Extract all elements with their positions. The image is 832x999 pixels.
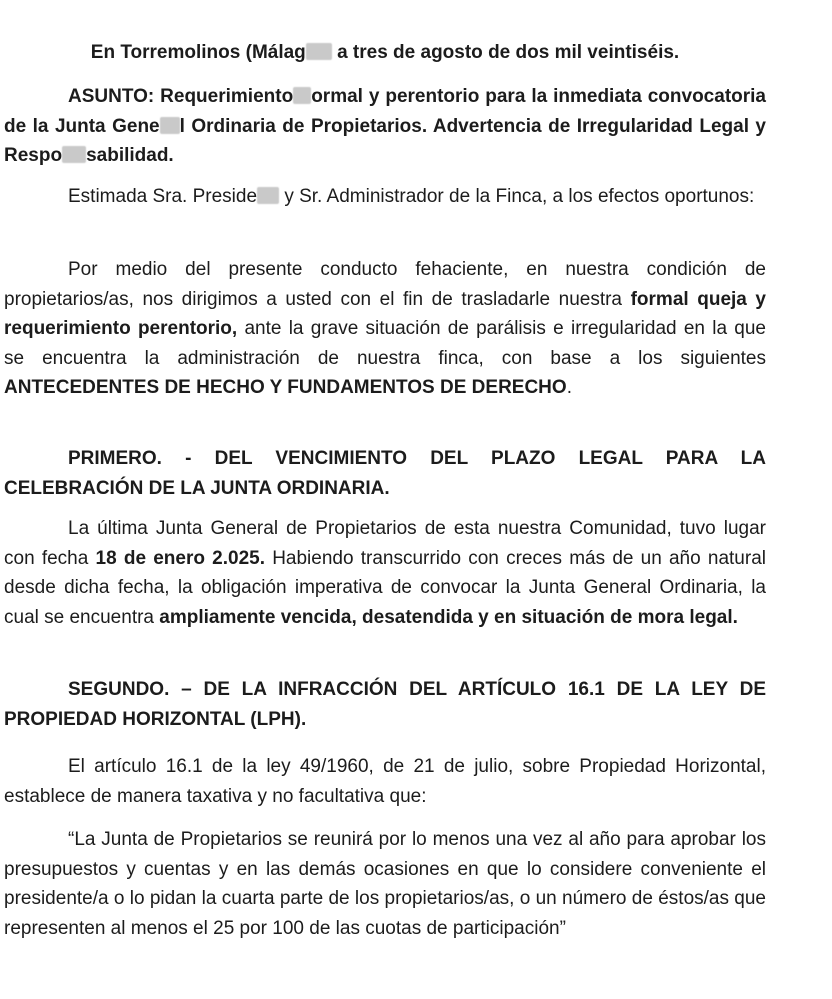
greeting-text-1: Estimada Sra. Preside bbox=[68, 186, 258, 207]
redaction-mark bbox=[306, 43, 332, 60]
legal-quote-text: “La Junta de Propietarios se reunirá por lo menos una vez al año para aprobar los presupuestos y cuentas y en las demás ocasiones en que lo considere conveniente el presidente/a o lo pidan la cuarta parte de los propietarios/as, o un número de éstos/as que representen al menos el 25 por 100 de las cuotas de participación” bbox=[4, 829, 766, 939]
segundo-body-text: El artículo 16.1 de la ley 49/1960, de 21 de julio, sobre Propiedad Horizontal, establece de manera taxativa y no facultativa que: bbox=[4, 756, 766, 807]
section-primero-heading bbox=[4, 444, 766, 503]
legal-quote bbox=[4, 825, 766, 943]
subject-paragraph bbox=[4, 82, 766, 171]
primero-text-1: La última Junta General de Propietarios de esta nuestra Comunidad, tuvo lugar con fecha bbox=[4, 518, 766, 569]
primero-bold-date: 18 de enero 2.025. bbox=[95, 547, 265, 569]
subject-text-1: Requerimiento bbox=[160, 86, 294, 107]
intro-bold-1: formal queja y requerimiento perentorio, bbox=[4, 288, 766, 339]
redaction-mark bbox=[293, 87, 311, 104]
greeting-paragraph bbox=[4, 182, 766, 212]
date-place: En Torremolinos (Málag bbox=[90, 42, 306, 63]
greeting-text-2: y Sr. Administrador de la Finca, a los efectos oportunos: bbox=[284, 186, 755, 207]
intro-paragraph bbox=[4, 255, 766, 403]
primero-bold-2: ampliamente vencida, desatendida y en situación de mora legal. bbox=[159, 606, 738, 628]
redaction-mark bbox=[257, 187, 279, 204]
date-line bbox=[4, 38, 766, 68]
redaction-mark bbox=[62, 146, 86, 163]
subject-text-3: l Ordinaria de Propietarios. Advertencia de Irregularidad Legal y Respo bbox=[4, 115, 767, 166]
section-primero-body bbox=[4, 514, 766, 632]
subject-text-4: sabilidad. bbox=[86, 145, 174, 166]
intro-text-3: . bbox=[566, 377, 572, 398]
section-segundo-body bbox=[4, 752, 766, 811]
primero-heading-text: PRIMERO. - DEL VENCIMIENTO DEL PLAZO LEGAL PARA LA CELEBRACIÓN DE LA JUNTA ORDINARIA. bbox=[4, 448, 766, 499]
intro-text-2: ante la grave situación de parálisis e irregularidad en la que se encuentra la administración de nuestra finca, con base a los siguientes bbox=[4, 318, 766, 369]
section-segundo-heading bbox=[4, 675, 766, 734]
intro-bold-2: ANTECEDENTES DE HECHO Y FUNDAMENTOS DE DERECHO bbox=[4, 377, 567, 398]
redaction-mark bbox=[160, 117, 180, 134]
subject-label: ASUNTO: bbox=[68, 86, 155, 107]
primero-text-2: Habiendo transcurrido con creces más de un año natural desde dicha fecha, la obligación imperativa de convocar la Junta General Ordinaria, la cual se encuentra bbox=[4, 547, 766, 628]
intro-text-1: Por medio del presente conducto fehaciente, en nuestra condición de propietarios/as, nos dirigimos a usted con el fin de trasladarle nuestra bbox=[4, 259, 766, 310]
segundo-heading-text: SEGUNDO. – DE LA INFRACCIÓN DEL ARTÍCULO 16.1 DE LA LEY DE PROPIEDAD HORIZONTAL (LPH). bbox=[4, 679, 766, 730]
date-text: a tres de agosto de dos mil veintiséis. bbox=[337, 42, 680, 63]
subject-text-2: ormal y perentorio para la inmediata convocatoria de la Junta Gene bbox=[4, 86, 766, 137]
